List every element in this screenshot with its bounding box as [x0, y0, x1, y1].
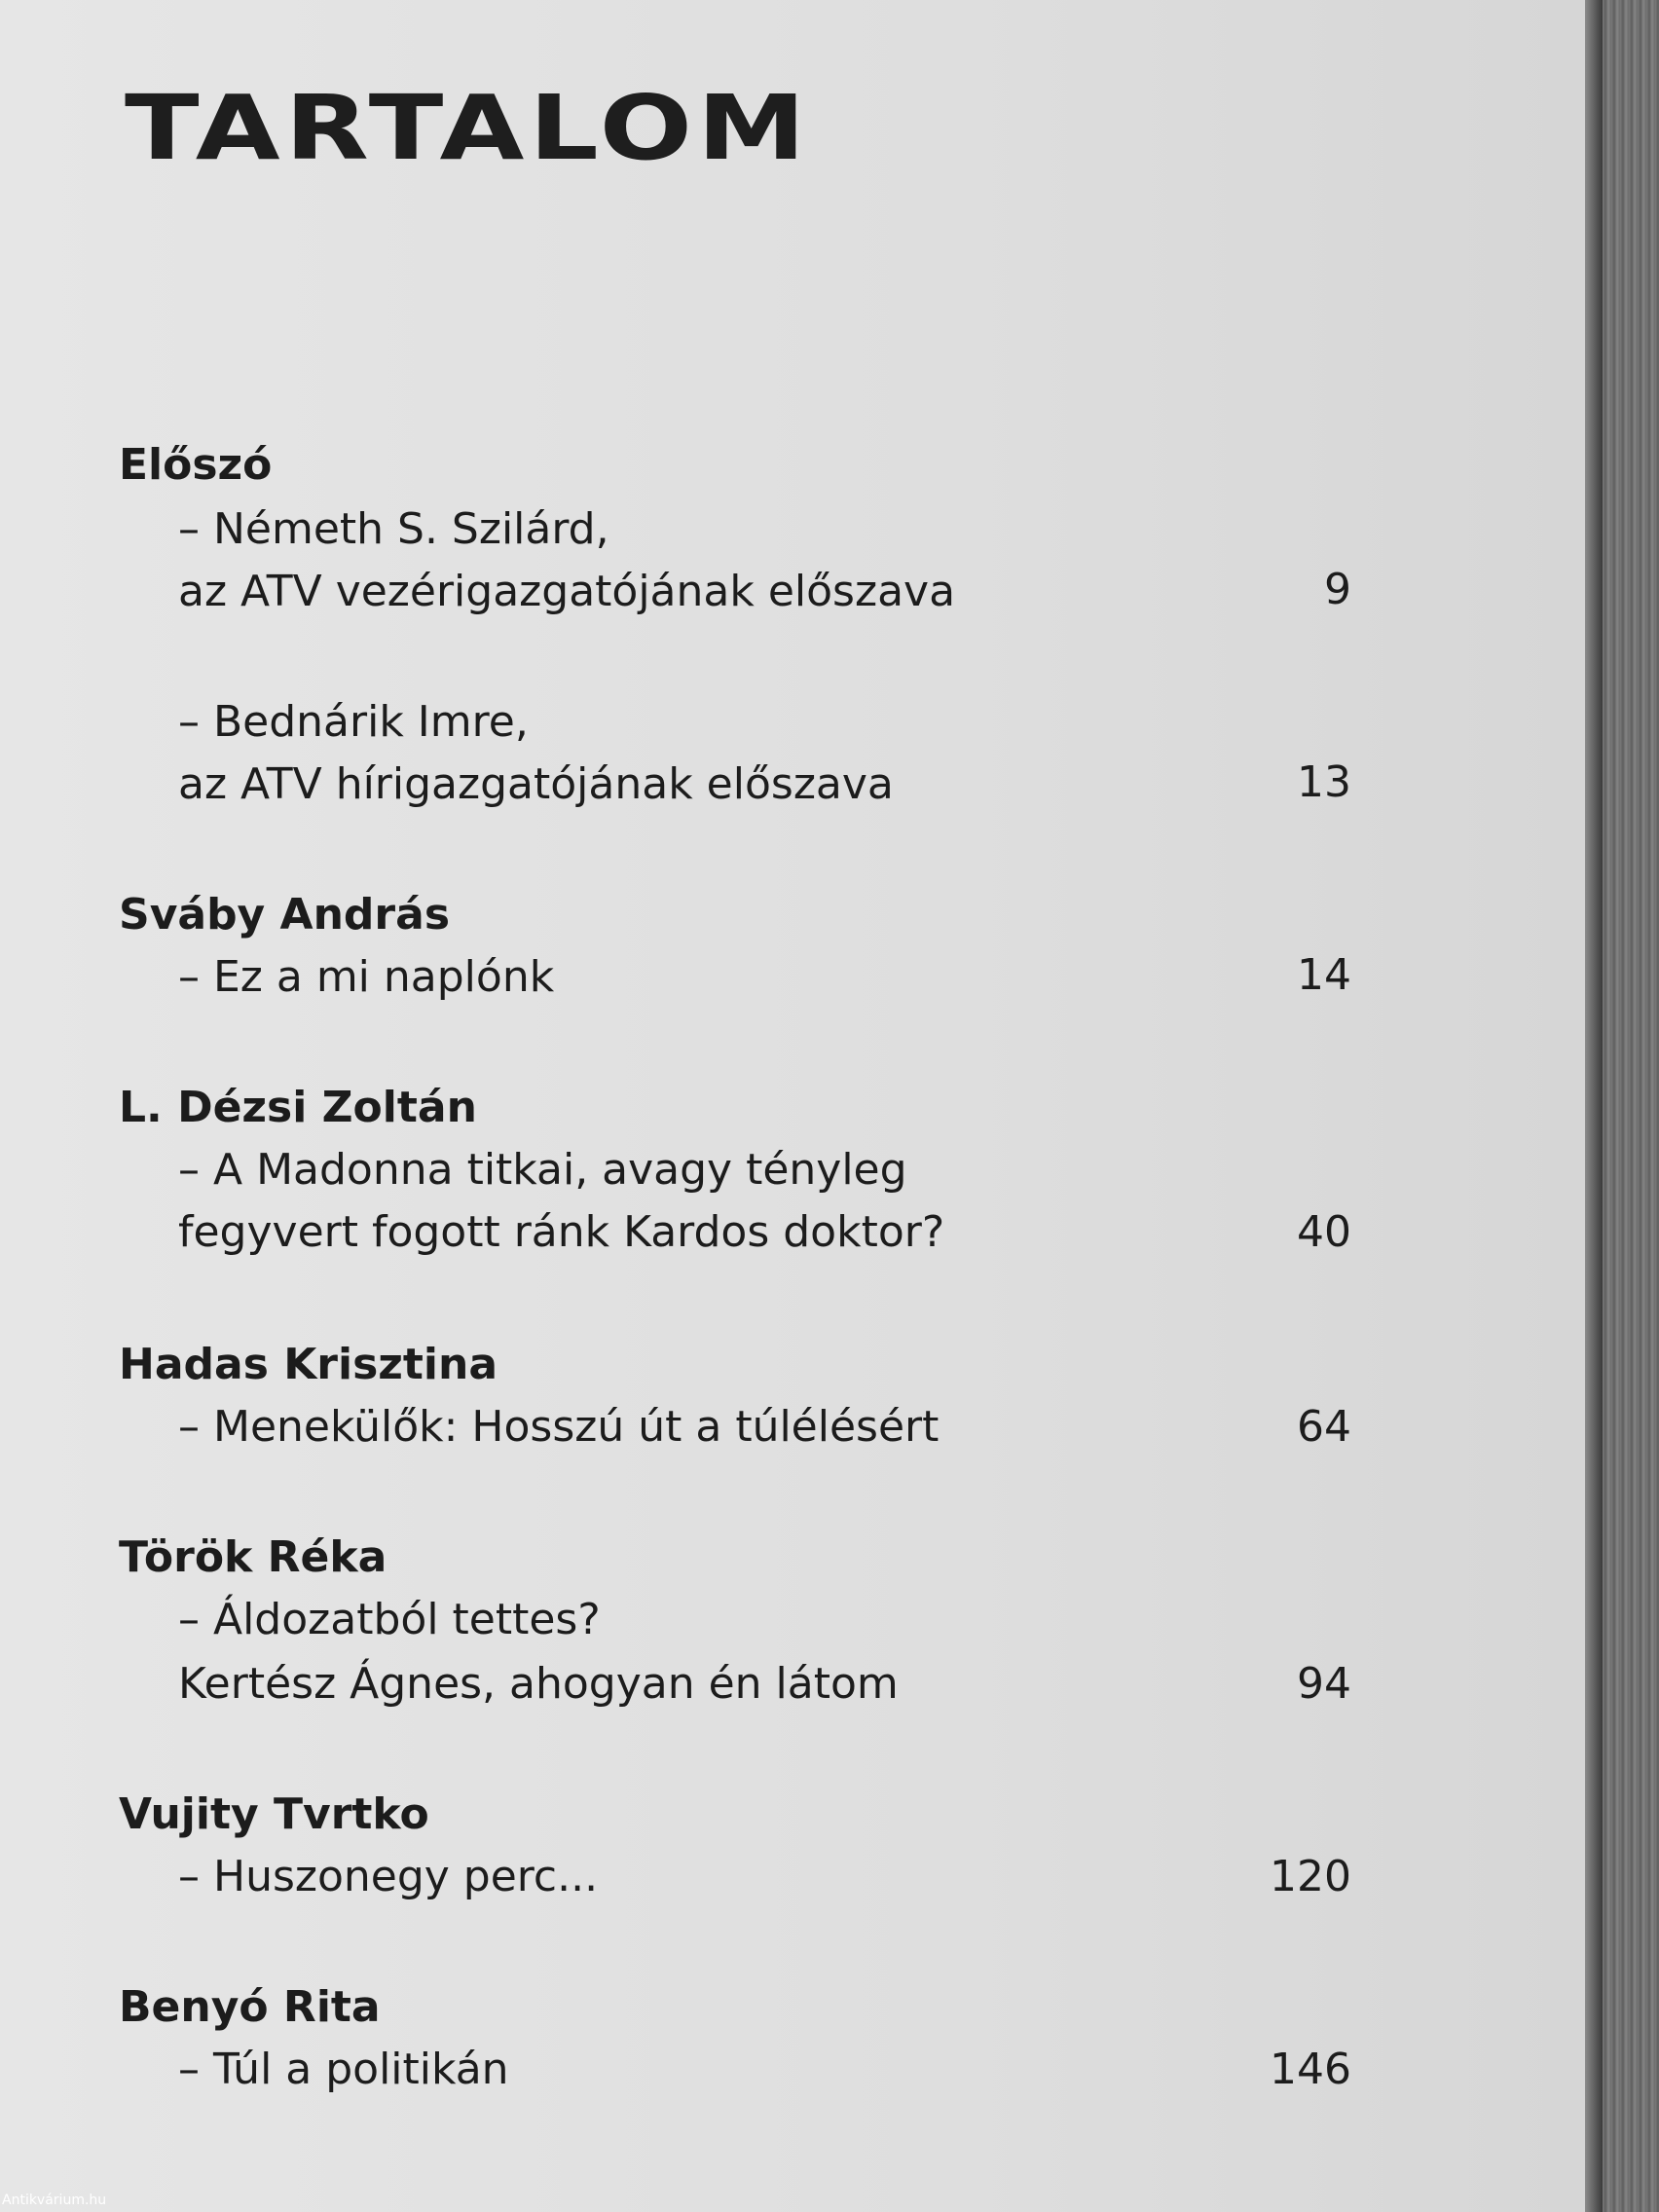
toc-line: az ATV vezérigazgatójának előszava [178, 567, 956, 616]
toc-page-number: 40 [1297, 1207, 1351, 1257]
toc-page-number: 14 [1297, 950, 1351, 1000]
toc-line: Kertész Ágnes, ahogyan én látom [178, 1659, 899, 1709]
toc-page-number: 94 [1297, 1659, 1351, 1709]
wood-background [1603, 0, 1659, 2212]
toc-line: fegyvert fogott ránk Kardos doktor? [178, 1207, 945, 1257]
toc-author: Vujity Tvrtko [119, 1789, 429, 1839]
toc-author: L. Dézsi Zoltán [119, 1083, 477, 1132]
toc-line: – Áldozatból tettes? [178, 1595, 601, 1644]
toc-page-number: 9 [1324, 565, 1351, 614]
toc-page-number: 120 [1270, 1852, 1351, 1901]
toc-author: Hadas Krisztina [119, 1340, 498, 1389]
toc-line: – Túl a politikán [178, 2045, 509, 2094]
toc-line: – Bednárik Imre, [178, 697, 529, 747]
watermark-text: Antikvárium.hu [2, 2193, 107, 2208]
toc-page-number: 13 [1297, 757, 1351, 807]
toc-author: Benyó Rita [119, 1982, 381, 2032]
toc-author: Sváby András [119, 890, 451, 940]
toc-line: – Ez a mi naplónk [178, 952, 555, 1002]
toc-line: – Huszonegy perc... [178, 1852, 599, 1901]
toc-author: Előszó [119, 440, 273, 490]
toc-page-number: 64 [1297, 1402, 1351, 1452]
toc-page-number: 146 [1270, 2045, 1351, 2094]
toc-line: – Németh S. Szilárd, [178, 504, 609, 554]
toc-line: – Menekülők: Hosszú út a túlélésért [178, 1402, 940, 1452]
toc-author: Török Réka [119, 1532, 387, 1582]
toc-line: – A Madonna titkai, avagy tényleg [178, 1145, 907, 1195]
toc-line: az ATV hírigazgatójának előszava [178, 759, 894, 809]
page-title: TARTALOM [125, 76, 811, 180]
page-edge [1585, 0, 1603, 2212]
